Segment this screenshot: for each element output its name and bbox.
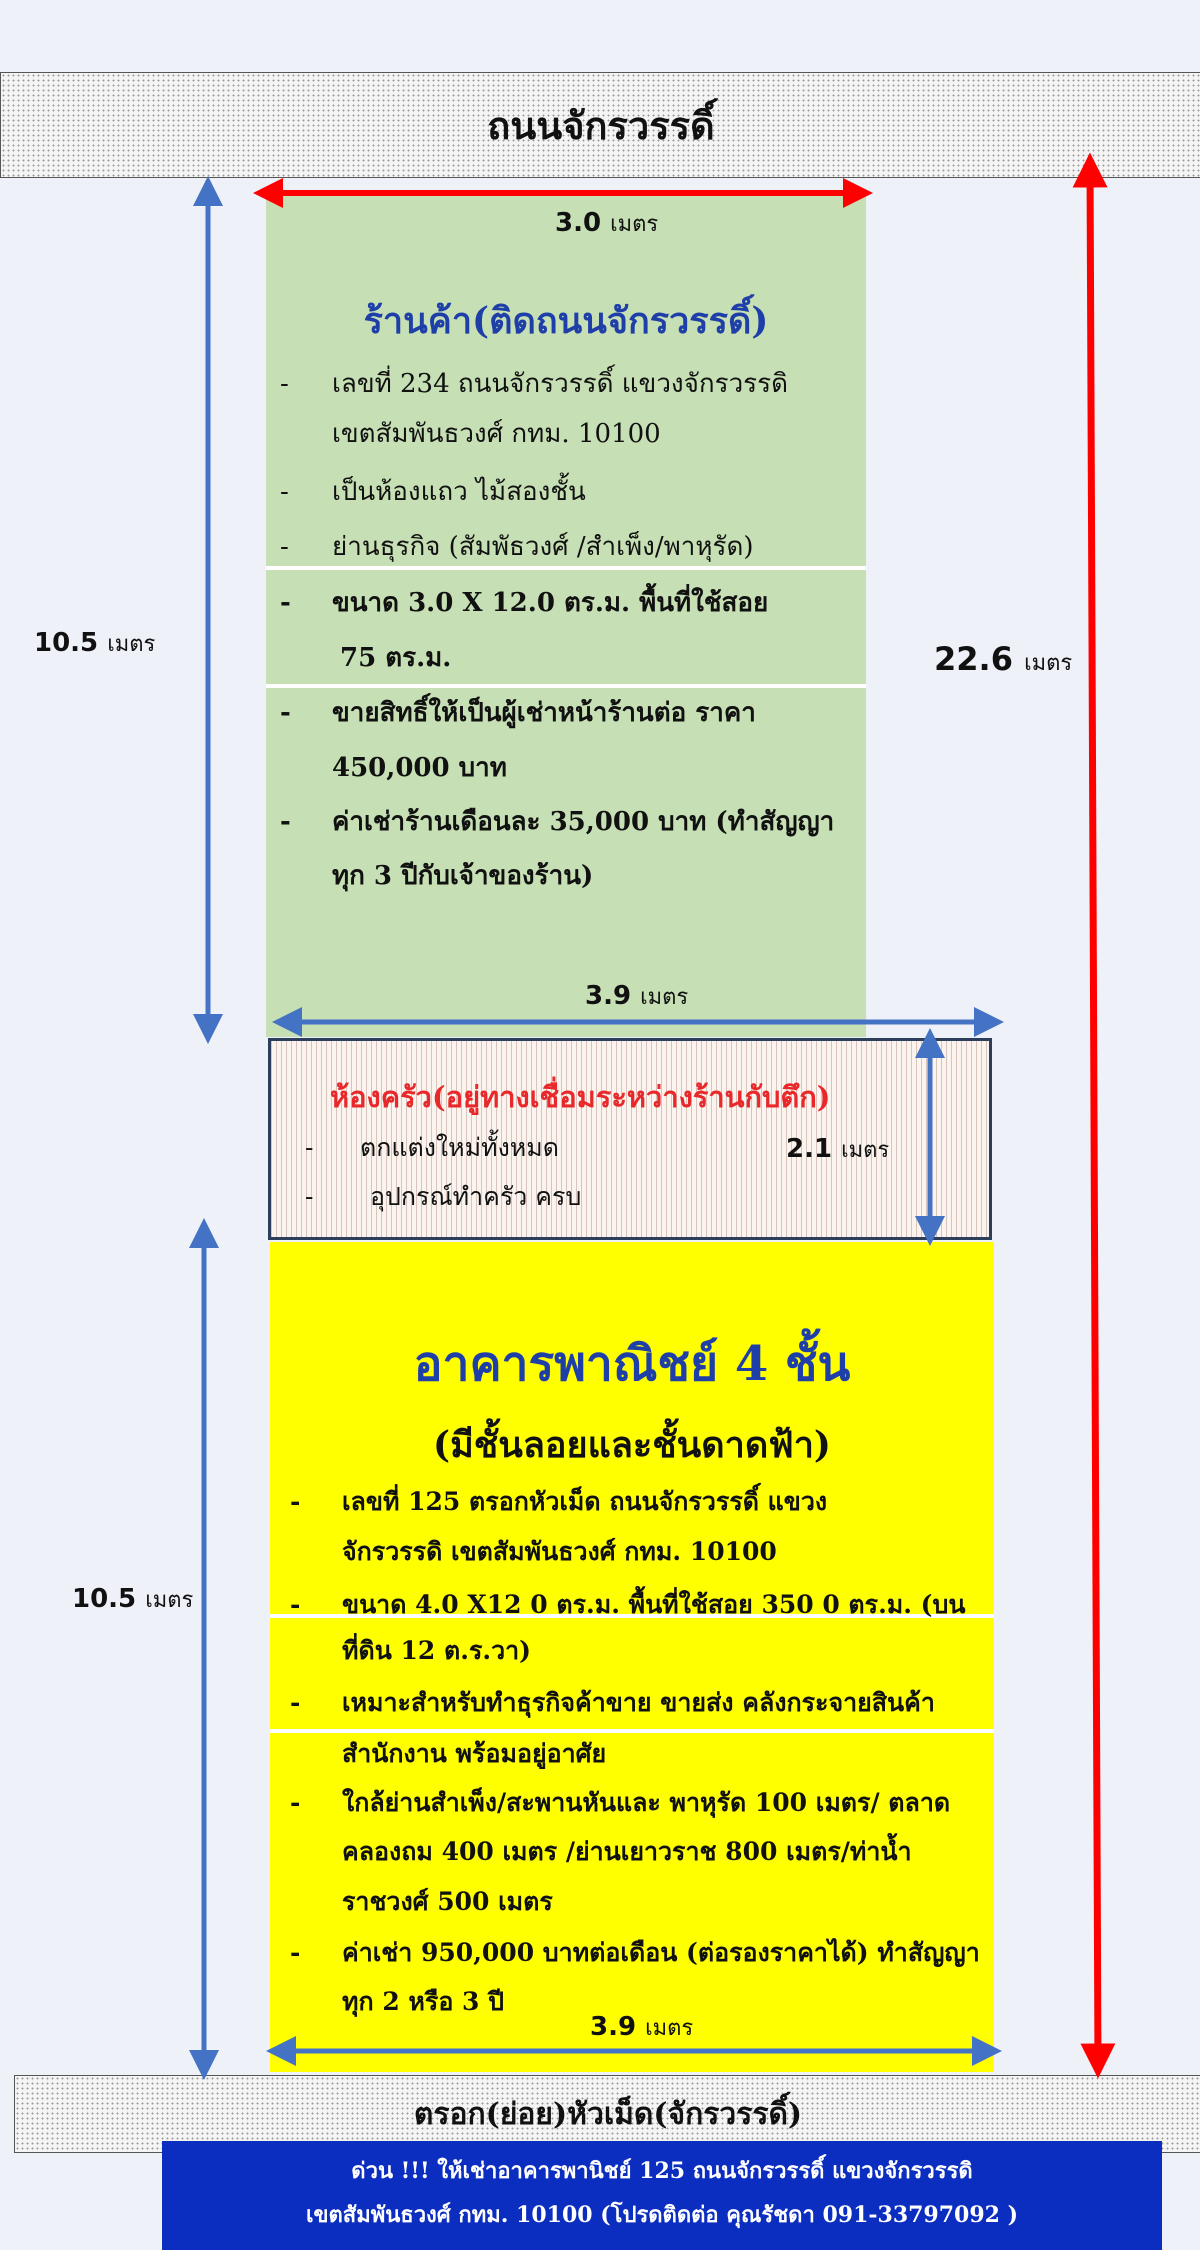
shop-line-5: - ขนาด 3.0 X 12.0 ตร.ม. พื้นที่ใช้สอย bbox=[280, 578, 768, 628]
bottom-road-label: ตรอก(ย่อย)หัวเม็ด(จักรวรรดิ์) bbox=[413, 2096, 803, 2132]
kitchen-line-1: - ตกแต่งใหม่ทั้งหมด bbox=[305, 1123, 559, 1173]
shop-line-8: 450,000 บาท bbox=[332, 753, 507, 783]
left-bottom-length-label: 10.5 เมตร bbox=[72, 1584, 194, 1614]
kitchen-depth-label: 2.1 เมตร bbox=[786, 1134, 890, 1164]
bullet-dash: - bbox=[280, 477, 289, 507]
building-title: อาคารพาณิชย์ 4 ชั้น bbox=[413, 1336, 851, 1392]
building-line-11: ทุก 2 หรือ 3 ปี bbox=[342, 1987, 505, 2016]
building-line-5: - เหมาะสำหรับทำธุรกิจค้าขาย ขายส่ง คลังกระจายสินค้า bbox=[290, 1678, 935, 1728]
building-line-7: - ใกล้ย่านสำเพ็ง/สะพานหันและ พาหุรัด 100 เมตร/ ตลาด bbox=[290, 1778, 950, 1828]
kitchen-title: ห้องครัว(อยู่ทางเชื่อมระหว่างร้านกับตึก) bbox=[330, 1080, 831, 1114]
bullet-dash: - bbox=[280, 532, 289, 562]
shop-line-2: เขตสัมพันธวงศ์ กทม. 10100 bbox=[332, 419, 661, 449]
bullet-dash: - bbox=[280, 369, 289, 399]
building-line-2: จักรวรรดิ เขตสัมพันธวงศ์ กทม. 10100 bbox=[342, 1537, 777, 1566]
top-road-label: ถนนจักรวรรดิ์ bbox=[487, 102, 715, 148]
building-line-9: ราชวงศ์ 500 เมตร bbox=[342, 1887, 553, 1916]
bullet-dash: - bbox=[290, 1487, 301, 1516]
bullet-dash: - bbox=[305, 1182, 314, 1211]
building-line-6: สำนักงาน พร้อมอยู่อาศัย bbox=[342, 1739, 607, 1768]
kitchen-width-label: 3.9 เมตร bbox=[585, 981, 689, 1011]
bullet-dash: - bbox=[290, 1938, 301, 1967]
total-length-label: 22.6 เมตร bbox=[934, 640, 1073, 678]
building-line-8: คลองถม 400 เมตร /ย่านเยาวราช 800 เมตร/ท่าน้ำ bbox=[342, 1837, 912, 1866]
banner-line-1: ด่วน !!! ให้เช่าอาคารพานิชย์ 125 ถนนจักรวรรดิ์ แขวงจักรวรรดิ bbox=[351, 2158, 973, 2184]
bullet-dash: - bbox=[280, 807, 291, 837]
bullet-dash: - bbox=[290, 1688, 301, 1717]
shop-line-10: ทุก 3 ปีกับเจ้าของร้าน) bbox=[332, 861, 594, 891]
building-line-1: - เลขที่ 125 ตรอกหัวเม็ด ถนนจักรวรรดิ์ แขวง bbox=[290, 1477, 827, 1527]
banner-line-2: เขตสัมพันธวงศ์ กทม. 10100 (โปรดติดต่อ คุณรัชดา 091-33797092 ) bbox=[305, 2202, 1019, 2228]
building-width-label: 3.9 เมตร bbox=[590, 2012, 694, 2042]
kitchen-line-2: - อุปกรณ์ทำครัว ครบ bbox=[305, 1172, 581, 1222]
bullet-dash: - bbox=[280, 698, 291, 728]
shop-line-1: - เลขที่ 234 ถนนจักรวรรดิ์ แขวงจักรวรรดิ bbox=[280, 359, 788, 409]
bullet-dash: - bbox=[290, 1590, 301, 1619]
building-line-4: ที่ดิน 12 ต.ร.วา) bbox=[342, 1636, 531, 1665]
shop-line-3: - เป็นห้องแถว ไม้สองชั้น bbox=[280, 467, 586, 517]
left-top-length-label: 10.5 เมตร bbox=[34, 628, 156, 658]
shop-line-6: 75 ตร.ม. bbox=[340, 643, 452, 673]
shop-line-7: - ขายสิทธิ์ให้เป็นผู้เช่าหน้าร้านต่อ ราคา bbox=[280, 688, 756, 738]
shop-line-4: - ย่านธุรกิจ (สัมพัธวงศ์ /สำเพ็ง/พาหุรัด) bbox=[280, 522, 753, 572]
total-length-arrow bbox=[1090, 163, 1098, 2068]
building-line-10: - ค่าเช่า 950,000 บาทต่อเดือน (ต่อรองราคาได้) ทำสัญญา bbox=[290, 1928, 980, 1978]
shop-width-label: 3.0 เมตร bbox=[555, 208, 659, 238]
building-subtitle: (มีชั้นลอยและชั้นดาดฟ้า) bbox=[433, 1424, 831, 1466]
bullet-dash: - bbox=[305, 1133, 314, 1162]
shop-title: ร้านค้า(ติดถนนจักรวรรดิ์) bbox=[363, 300, 769, 342]
bullet-dash: - bbox=[280, 588, 291, 618]
bullet-dash: - bbox=[290, 1788, 301, 1817]
building-line-3: - ขนาด 4.0 X12 0 ตร.ม. พื้นที่ใช้สอย 350 0 ตร.ม. (บน bbox=[290, 1580, 965, 1630]
shop-line-9: - ค่าเช่าร้านเดือนละ 35,000 บาท (ทำสัญญา bbox=[280, 797, 834, 847]
